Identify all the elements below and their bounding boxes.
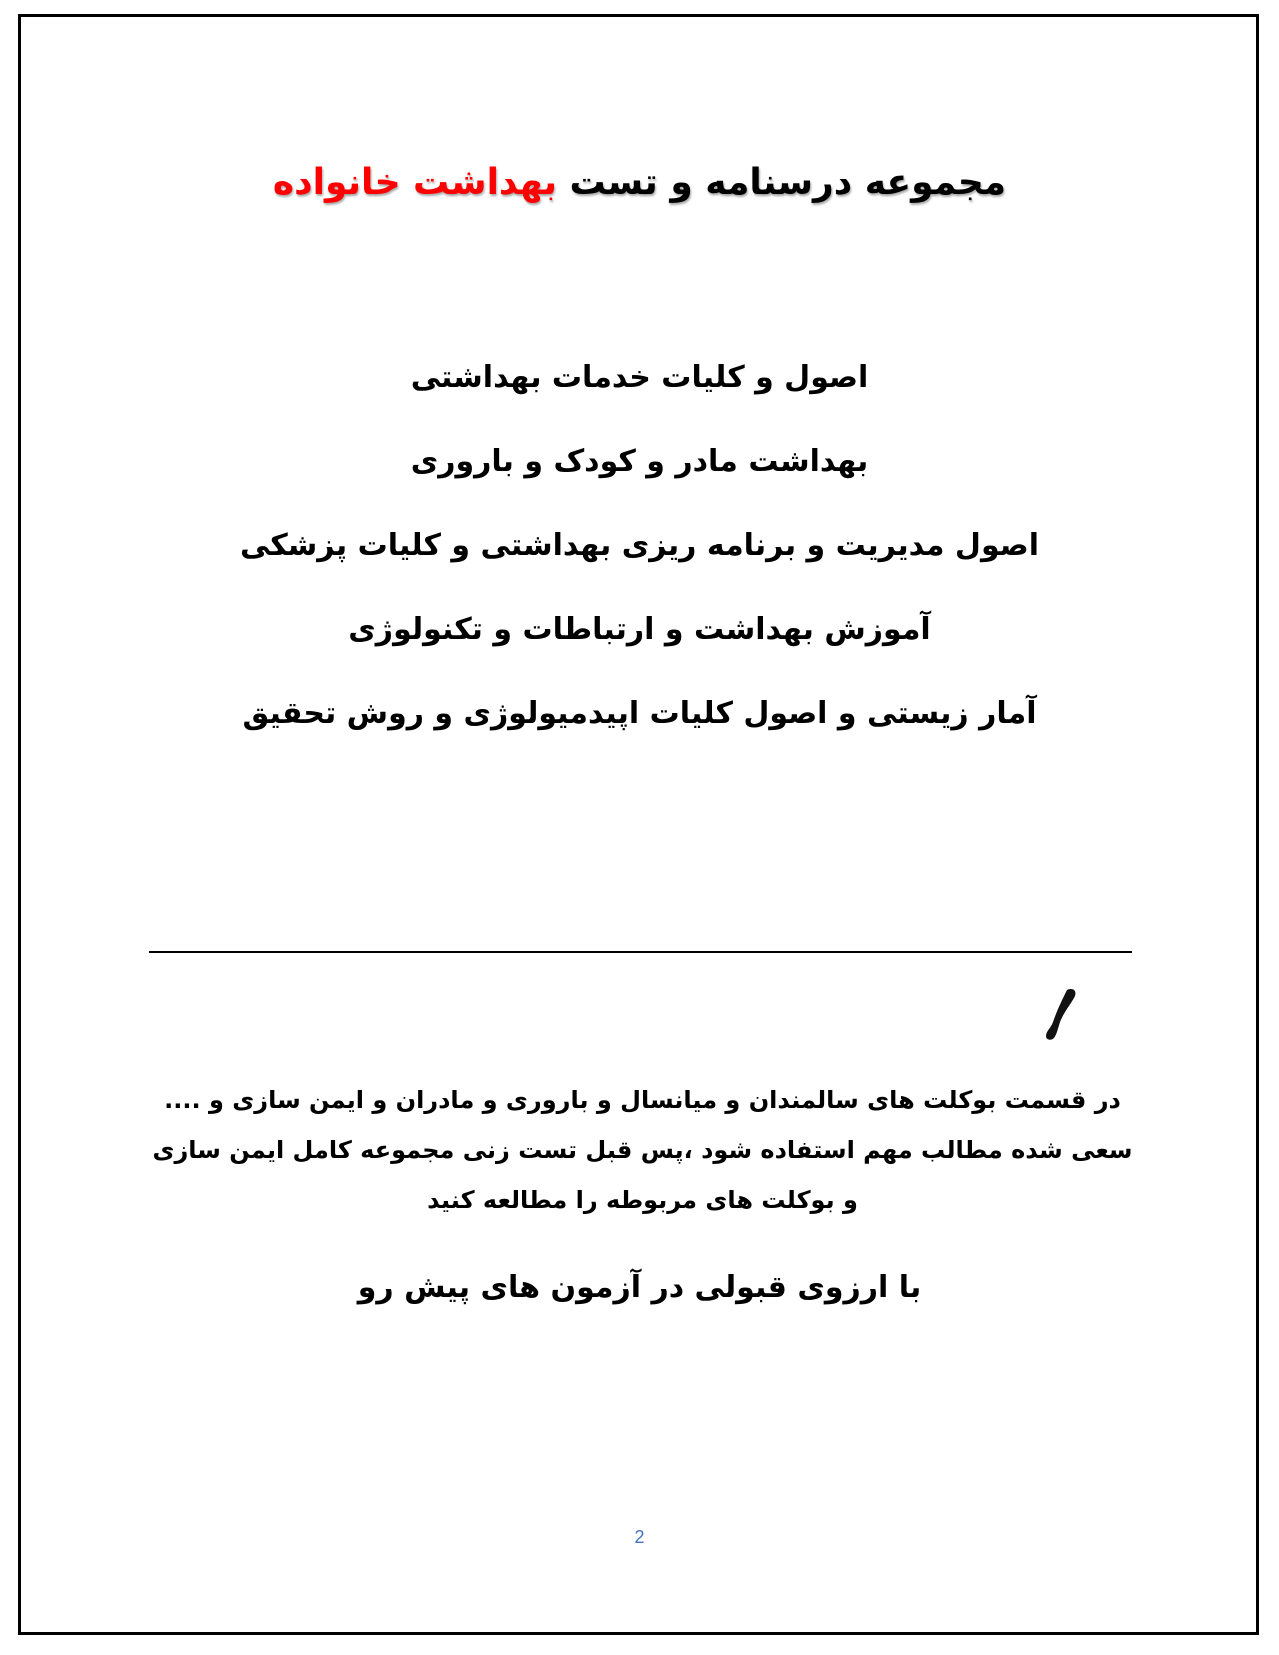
subject-item: اصول و کلیات خدمات بهداشتی bbox=[410, 360, 869, 395]
page-border bbox=[18, 14, 1259, 1635]
quill-icon bbox=[1040, 984, 1080, 1044]
horizontal-divider bbox=[149, 951, 1132, 953]
closing-wish: با ارزوی قبولی در آزمون های پیش رو bbox=[357, 1270, 922, 1305]
subject-list bbox=[0, 358, 1279, 778]
document-title bbox=[0, 162, 1279, 203]
note-paragraph: در قسمت بوکلت های سالمندان و میانسال و باروری و مادران و ایمن سازی و .... سعی شده مطالب مهم استفاده شود ،پس قبل تست زنی مجموعه کامل ایمن سازی و بوکلت های مربوطه را مطالعه کنید bbox=[152, 1086, 1133, 1214]
subject-item: بهداشت مادر و کودک و باروری bbox=[410, 444, 869, 479]
title-accent: بهداشت خانواده bbox=[272, 162, 557, 203]
subject-item: آموزش بهداشت و ارتباطات و تکنولوژی bbox=[348, 612, 931, 647]
title-main: مجموعه درسنامه و تست bbox=[569, 162, 1007, 203]
subject-item: اصول مدیریت و برنامه ریزی بهداشتی و کلیات پزشکی bbox=[239, 528, 1040, 563]
page-number: 2 bbox=[634, 1527, 645, 1547]
subject-item: آمار زیستی و اصول کلیات اپیدمیولوژی و روش تحقیق bbox=[242, 696, 1037, 731]
